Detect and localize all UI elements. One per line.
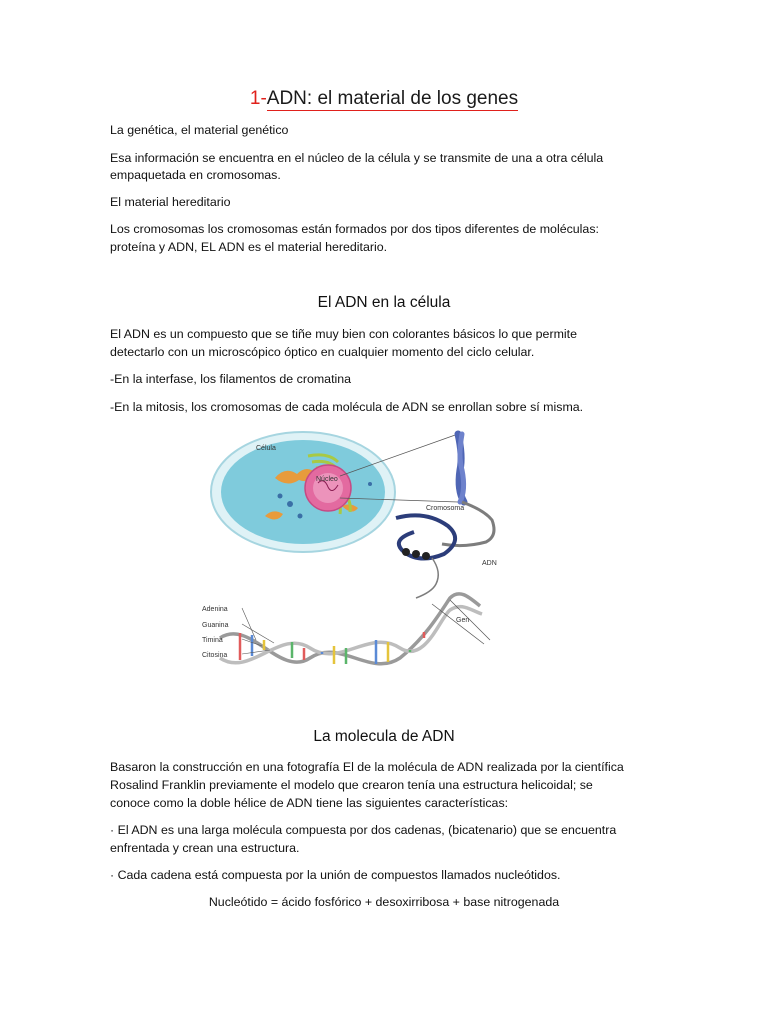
section-heading: El ADN en la célula [317,294,451,311]
nucleosome [402,548,410,556]
dna-thread [416,558,438,598]
label-adn: ADN [482,560,497,567]
paragraph-line: Esa información se encuentra en el núcleo de la célula y se transmite de una a otra célula [110,151,604,165]
title-number: 1- [249,88,267,109]
paragraph-line: Rosalind Franklin previamente el modelo que crearon tenía una estructura helicoidal; se [110,778,593,792]
vesicle [278,494,283,499]
paragraph-line: La genética, el material genético [110,123,289,137]
paragraph-line: conoce como la doble hélice de ADN tiene las siguientes características: [110,796,509,810]
label-timina: Timina [202,637,223,644]
pointer-line [242,624,274,643]
vesicle [287,501,293,507]
nucleosome [422,552,430,560]
nucleotide-formula: Nucleótido = ácido fosfórico + desoxirribosa + base nitrogenada [208,895,560,909]
paragraph-line: -En la mitosis, los cromosomas de cada molécula de ADN se enrollan sobre sí misma. [110,400,584,414]
paragraph-line: El ADN es un compuesto que se tiñe muy bien con colorantes básicos lo que permite [110,327,577,341]
label-adenina: Adenina [202,606,228,613]
bullet-line: · El ADN es una larga molécula compuesta por dos cadenas, (bicatenario) que se encuentra [110,823,617,837]
bullet-line: · Cada cadena está compuesta por la unión de compuestos llamados nucleótidos. [110,868,561,882]
vesicle [368,482,372,486]
paragraph-line: proteína y ADN, EL ADN es el material hereditario. [110,240,388,254]
label-nucleo: Núcleo [316,476,338,483]
paragraph-line: detectarlo con un microscópico óptico en cualquier momento del ciclo celular. [110,345,535,359]
label-gen: Gen [456,617,470,624]
label-citosina: Citosina [202,652,228,659]
bullet-line: enfrentada y crean una estructura. [110,841,300,855]
paragraph-line: empaquetada en cromosomas. [110,168,281,182]
title-text: ADN: el material de los genes [266,88,519,109]
page-title [0,86,768,112]
label-guanina: Guanina [202,622,229,629]
section-heading: La molecula de ADN [313,728,455,745]
nucleosome [412,550,420,558]
vesicle [298,514,303,519]
label-celula: Célula [256,445,276,452]
paragraph-line: -En la interfase, los filamentos de cromatina [110,372,352,386]
cell-dna-illustration [200,428,508,700]
dna-strand-2 [220,607,482,663]
paragraph-line: Basaron la construcción en una fotografía El de la molécula de ADN realizada por la científica [110,760,624,774]
paragraph-line: El material hereditario [110,195,231,209]
label-cromosoma: Cromosoma [426,505,465,512]
cell-cytoplasm [221,440,385,544]
dna-strand-1 [220,594,480,664]
illustration-svg [200,428,508,700]
paragraph-line: Los cromosomas los cromosomas están formados por dos tipos diferentes de moléculas: [110,222,599,236]
